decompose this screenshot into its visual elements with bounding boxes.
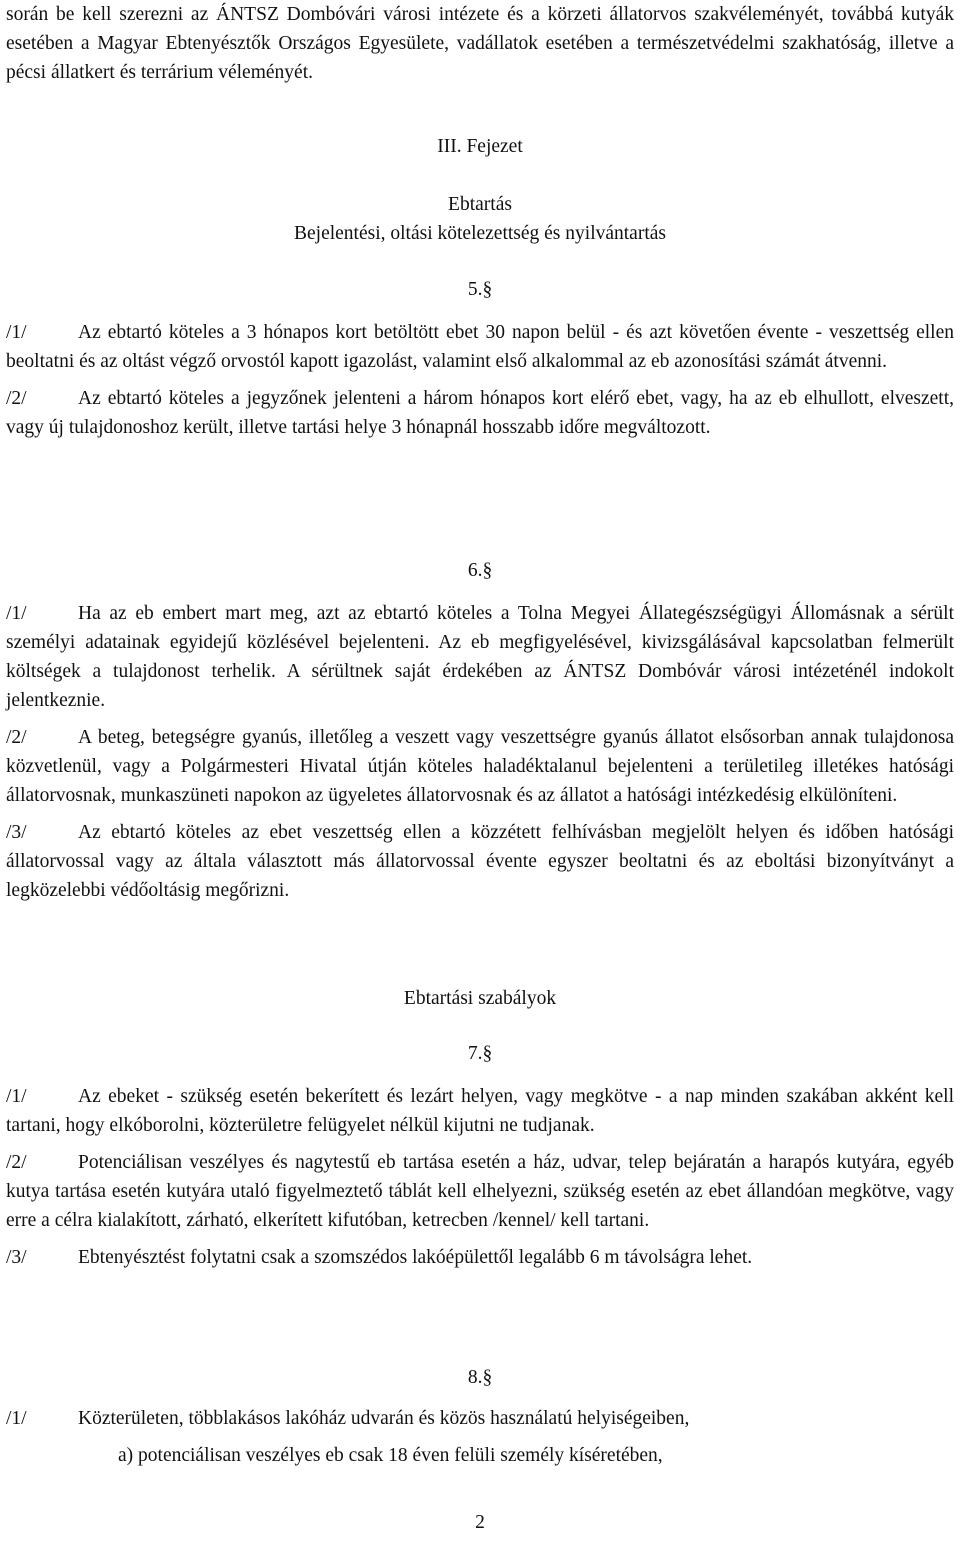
section-6-paragraph-2: /2/ A beteg, betegségre gyanús, illetőleg a veszett vagy veszettségre gyanús állatot elsősorban annak tulajdonosa közvetlenül, vagy a Polgármesteri Hivatal útján köteles haladéktalanul bejelenteni a területileg illetékes hatósági állatorvosnak, munkaszüneti napokon az ügyeletes állatorvosnak és az állatot a hatósági intézkedésig elkülöníteni. [6, 727, 954, 806]
section-5-heading: 5.§ [467, 279, 493, 300]
section-5-paragraph-1: /1/ Az ebtartó köteles a 3 hónapos kort betöltött ebet 30 napon belül - és azt követően évente - veszettség ellen beoltatni és az oltást végző orvostól kapott igazolást, valamint első alkalommal az eb azonosítási számát átvenni. [6, 322, 954, 372]
intro-paragraph: során be kell szerezni az ÁNTSZ Dombóvári városi intézete és a körzeti állatorvos szakvéleményét, továbbá kutyák esetében a Magyar Ebtenyésztők Országos Egyesülete, vadállatok esetében a természetvédelmi szakhatóság, illetve a pécsi állatkert és terrárium véleményét. [6, 4, 954, 83]
rules-title-block [6, 984, 954, 1013]
section-5-paragraph-2: /2/ Az ebtartó köteles a jegyzőnek jelenteni a három hónapos kort elérő ebet, vagy, ha az eb elhullott, elveszett, vagy új tulajdonoshoz került, illetve tartási helye 3 hónapnál hosszabb időre megváltozott. [6, 388, 954, 438]
section-8-item-a: a) potenciálisan veszélyes eb csak 18 éven felüli személy kíséretében, [118, 1445, 663, 1466]
page-number: 2 [475, 1512, 485, 1533]
rules-title: Ebtartási szabályok [403, 988, 557, 1009]
section-6-paragraph-3: /3/ Az ebtartó köteles az ebet veszettség ellen a közzétett felhívásban megjelölt helyen és időben hatósági állatorvossal vagy az általa választott más állatorvossal évente egyszer beoltatni és az eboltási bizonyítványt a legközelebbi védőoltásig megőrizni. [6, 822, 954, 901]
section-8 [6, 1363, 954, 1470]
section-8-heading: 8.§ [467, 1367, 493, 1388]
chapter-subtitle: Bejelentési, oltási kötelezettség és nyilvántartás [293, 223, 666, 244]
chapter-heading-block [6, 132, 954, 248]
chapter-number: III. Fejezet [437, 136, 523, 157]
intro-block [6, 0, 954, 87]
section-5 [6, 275, 954, 450]
section-6-heading: 6.§ [467, 560, 493, 581]
section-8-paragraph-1: /1/ Közterületen, többlakásos lakóház udvarán és közös használatú helyiségeiben, [6, 1408, 690, 1429]
section-7-paragraph-1: /1/ Az ebeket - szükség esetén bekerített és lezárt helyen, vagy megkötve - a nap minden szakában akként kell tartani, hogy elkóborolni, közterületre felügyelet nélkül kijutni ne tudjanak. [6, 1086, 954, 1136]
section-6 [6, 556, 954, 913]
section-7 [6, 1039, 954, 1280]
section-7-paragraph-2: /2/ Potenciálisan veszélyes és nagytestű eb tartása esetén a ház, udvar, telep bejáratán a harapós kutyára, egyéb kutya tartása esetén kutyára utaló figyelmeztető táblát kell elhelyezni, szükség esetén az ebet állandóan megkötve, vagy erre a célra kialakított, zárható, elkerített kifutóban, ketrecben /kennel/ kell tartani. [6, 1152, 954, 1231]
section-7-heading: 7.§ [467, 1043, 493, 1064]
section-7-paragraph-3: /3/ Ebtenyésztést folytatni csak a szomszédos lakóépülettől legalább 6 m távolságra lehet. [6, 1247, 753, 1268]
section-6-paragraph-1: /1/ Ha az eb embert mart meg, azt az ebtartó köteles a Tolna Megyei Állategészségügyi Állomásnak a sérült személyi adatainak egyidejű közlésével bejelenteni. Az eb megfigyelésével, kivizsgálásával kapcsolatban felmerült költségek a tulajdonost terhelik. A sérültnek saját érdekében az ÁNTSZ Dombóvár városi intézeténél indokolt jelentkeznie. [6, 603, 954, 711]
chapter-title: Ebtartás [448, 194, 512, 215]
